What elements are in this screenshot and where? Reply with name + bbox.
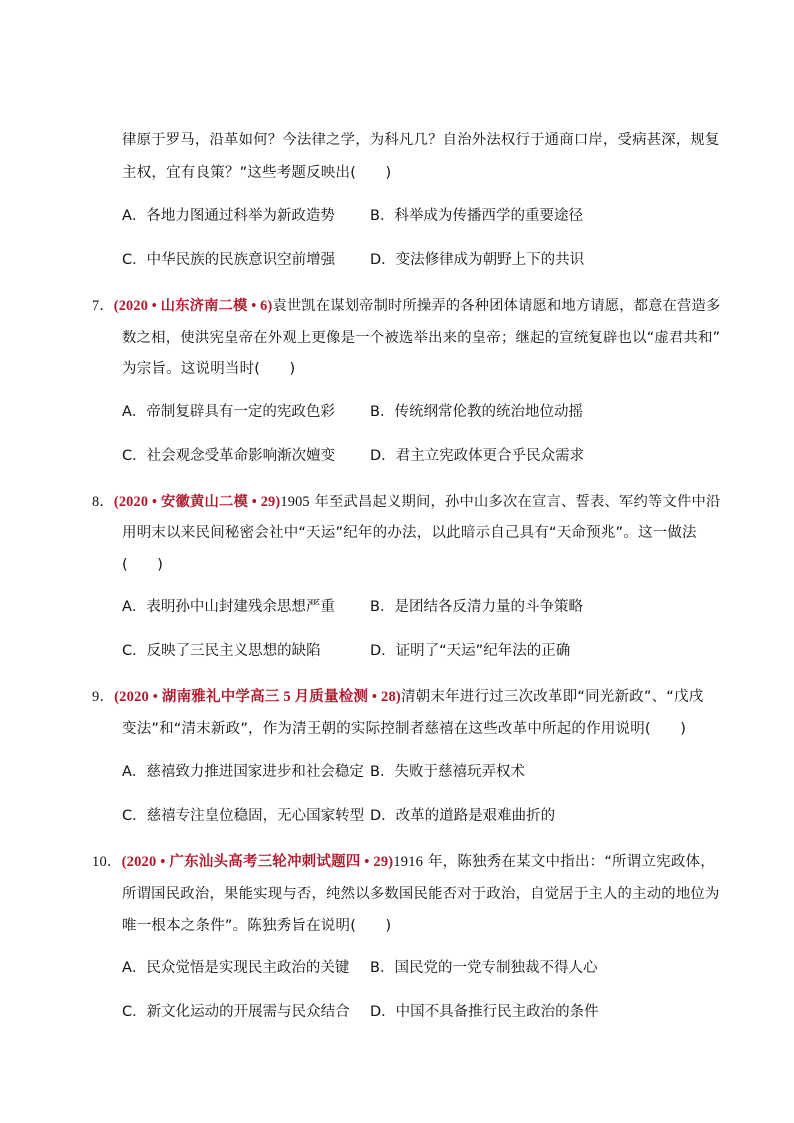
q10-stem-line1 xyxy=(92,852,715,872)
q9-source: (2020 • 湖南雅礼中学高三 5 月质量检测 • 28) xyxy=(114,689,401,705)
q7-stem-line2: 数之相，使洪宪皇帝在外观上更像是一个被选举出来的皇帝；继起的宣统复辟也以“虚君共和” xyxy=(122,330,721,346)
q6-stem-line1: 律原于罗马，沿革如何？今法律之学，为科凡几？自治外法权行于通商口岸，受病甚深，规复 xyxy=(122,132,720,148)
q7-stem-text1: 袁世凯在谋划帝制时所操弄的各种团体请愿和地方请愿，都意在营造多 xyxy=(272,298,721,314)
q7-option-c[interactable]: C．社会观念受革命影响渐次嬗变 xyxy=(122,448,336,464)
q7-stem-line3: 为宗旨。这说明当时( ) xyxy=(122,361,296,377)
q9-stem-line1 xyxy=(92,687,703,707)
q7-option-a[interactable]: A．帝制复辟具有一定的宪政色彩 xyxy=(122,404,335,420)
q8-year: 1905 xyxy=(280,494,310,510)
q6-option-a[interactable]: A．各地力图通过科举为新政造势 xyxy=(122,208,335,224)
q10-stem-text1: 年，陈独秀在某文中指出：“所谓立宪政体， xyxy=(423,854,715,870)
q8-stem-line1 xyxy=(92,492,720,512)
q8-stem-line2: 用明末以来民间秘密会社中“天运”纪年的办法，以此暗示自己具有“天命预兆”。这一做法 xyxy=(122,525,697,541)
q7-option-d[interactable]: D．君主立宪政体更合乎民众需求 xyxy=(370,448,585,464)
q10-option-d[interactable]: D．中国不具备推行民主政治的条件 xyxy=(370,1004,599,1020)
q8-number: 8． xyxy=(92,494,114,510)
q9-option-a[interactable]: A．慈禧致力推进国家进步和社会稳定 xyxy=(122,764,364,780)
q10-option-c[interactable]: C．新文化运动的开展需与民众结合 xyxy=(122,1004,350,1020)
q6-stem-line2: 主权，宜有良策？”这些考题反映出( ) xyxy=(122,165,392,181)
q10-number: 10． xyxy=(92,854,122,870)
q8-source: (2020 • 安徽黄山二模 • 29) xyxy=(113,494,281,510)
q7-source: (2020 • 山东济南二模 • 6) xyxy=(113,298,273,314)
q10-stem-line2: 所谓国民政治，果能实现与否，纯然以多数国民能否对于政治，自觉居于主人的主动的地位为 xyxy=(122,886,720,902)
q8-stem-text1: 年至武昌起义期间，孙中山多次在宣言、誓表、军约等文件中沿 xyxy=(309,494,721,510)
q8-option-a[interactable]: A．表明孙中山封建残余思想严重 xyxy=(122,599,335,615)
q6-option-b[interactable]: B．科举成为传播西学的重要途径 xyxy=(370,208,583,224)
q9-number: 9． xyxy=(92,689,115,705)
q10-source: (2020 • 广东汕头高考三轮冲刺试题四 • 29) xyxy=(121,854,394,870)
q6-option-d[interactable]: D．变法修律成为朝野上下的共识 xyxy=(370,252,585,268)
q7-option-b[interactable]: B．传统纲常伦教的统治地位动摇 xyxy=(370,404,583,420)
q10-option-a[interactable]: A．民众觉悟是实现民主政治的关键 xyxy=(122,960,350,976)
q10-stem-line3: 唯一根本之条件”。陈独秀旨在说明( ) xyxy=(122,918,392,934)
q8-option-b[interactable]: B．是团结各反清力量的斗争策略 xyxy=(370,599,583,615)
q7-stem-line1 xyxy=(92,296,720,316)
q9-option-d[interactable]: D．改革的道路是艰难曲折的 xyxy=(370,808,556,824)
q10-option-b[interactable]: B．国民党的一党专制独裁不得人心 xyxy=(370,960,598,976)
q8-stem-line3: ( ) xyxy=(122,557,164,573)
q8-option-c[interactable]: C．反映了三民主义思想的缺陷 xyxy=(122,643,321,659)
q10-year: 1916 xyxy=(393,854,424,870)
q9-option-b[interactable]: B．失败于慈禧玩弄权术 xyxy=(370,764,525,780)
q7-number: 7． xyxy=(92,298,114,314)
q9-option-c[interactable]: C．慈禧专注皇位稳固，无心国家转型 xyxy=(122,808,365,824)
q8-option-d[interactable]: D．证明了“天运”纪年法的正确 xyxy=(370,643,571,659)
q6-option-c[interactable]: C．中华民族的民族意识空前增强 xyxy=(122,252,336,268)
q9-stem-line2: 变法”和“清末新政”，作为清王朝的实际控制者慈禧在这些改革中所起的作用说明( ) xyxy=(122,721,687,737)
q9-stem-text1: 清朝末年进行过三次改革即“同光新政”、“戊戌 xyxy=(400,689,704,705)
